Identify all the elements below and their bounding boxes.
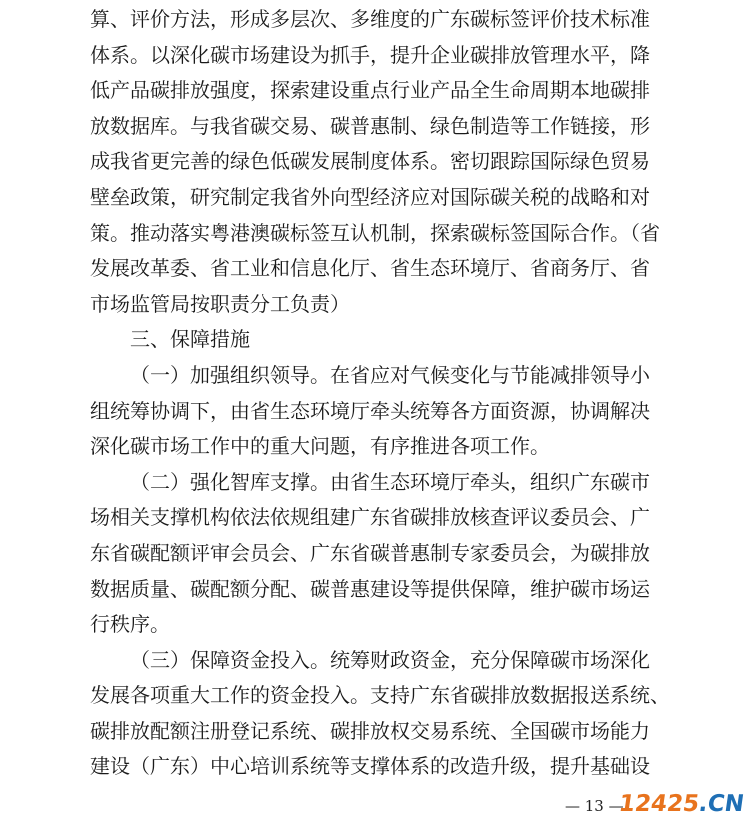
text-line: 数据质量、碳配额分配、碳普惠建设等提供保障，维护碳市场运 — [90, 576, 650, 601]
text-line: 发展改革委、省工业和信息化厅、省生态环境厅、省商务厅、省 — [90, 256, 650, 281]
text-line: 东省碳配额评审会员会、广东省碳普惠制专家委员会，为碳排放 — [90, 540, 650, 565]
text-line: 壁垒政策，研究制定我省外向型经济应对国际碳关税的战略和对 — [90, 184, 650, 209]
body-text — [90, 2, 670, 785]
section-heading: 三、保障措施 — [130, 327, 250, 352]
text-line: 策。推动落实粤港澳碳标签互认机制，探索碳标签国际合作。（省 — [90, 220, 660, 245]
text-line: 体系。以深化碳市场建设为抓手，提升企业碳排放管理水平，降 — [90, 42, 650, 67]
text-line: 发展各项重大工作的资金投入。支持广东省碳排放数据报送系统、 — [90, 683, 670, 708]
text-line: 建设（广东）中心培训系统等支撑体系的改造升级，提升基础设 — [90, 754, 650, 779]
text-line: 放数据库。与我省碳交易、碳普惠制、绿色制造等工作链接，形 — [90, 113, 650, 138]
text-line: （二）强化智库支撑。由省生态环境厅牵头，组织广东碳市 — [130, 469, 650, 494]
site-watermark — [617, 791, 746, 817]
text-line: 算、评价方法，形成多层次、多维度的广东碳标签评价技术标准 — [90, 7, 650, 31]
text-line: 低产品碳排放强度，探索建设重点行业产品全生命周期本地碳排 — [90, 78, 650, 103]
text-line: 市场监管局按职责分工负责） — [90, 291, 350, 316]
text-line: 场相关支撑机构依法依规组建广东省碳排放核查评议委员会、广 — [90, 505, 650, 530]
page-number: — 13 — — [565, 797, 624, 815]
text-line: （三）保障资金投入。统筹财政资金，充分保障碳市场深化 — [130, 647, 650, 672]
text-line: 碳排放配额注册登记系统、碳排放权交易系统、全国碳市场能力 — [90, 718, 650, 743]
watermark-domain: CN — [705, 791, 746, 817]
text-line: 成我省更完善的绿色低碳发展制度体系。密切跟踪国际绿色贸易 — [90, 149, 650, 174]
text-line: 深化碳市场工作中的重大问题，有序推进各项工作。 — [90, 434, 550, 459]
watermark-number: 12425 — [617, 791, 701, 817]
watermark-dot: . — [697, 791, 710, 817]
text-line: 行秩序。 — [90, 612, 170, 637]
text-line: 组统筹协调下，由省生态环境厅牵头统筹各方面资源，协调解决 — [90, 398, 650, 423]
text-line: （一）加强组织领导。在省应对气候变化与节能减排领导小 — [130, 362, 650, 387]
